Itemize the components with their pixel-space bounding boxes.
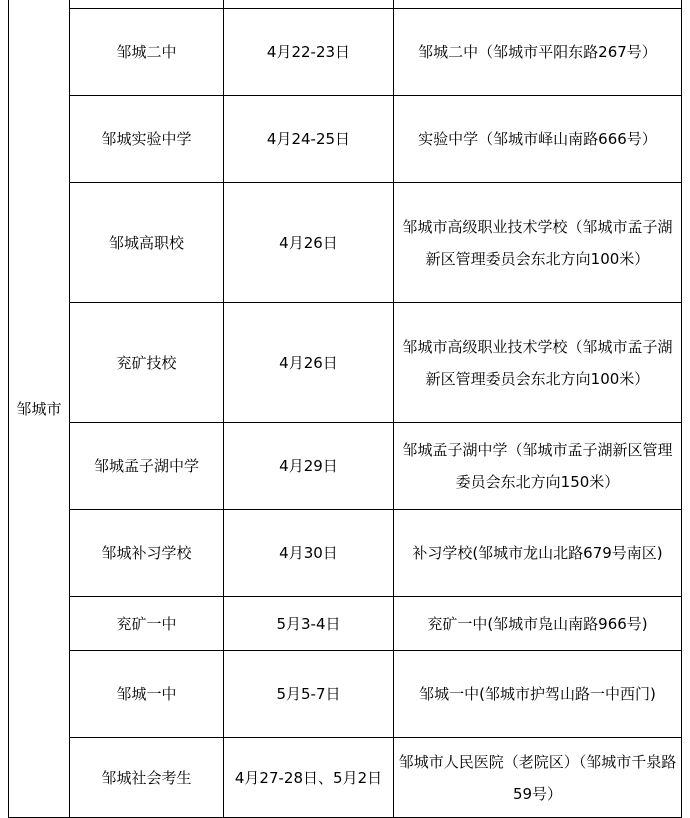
table-row xyxy=(9,96,682,183)
region-cell xyxy=(9,0,70,818)
table-row xyxy=(9,303,682,423)
school-cell: 邹城高职校 xyxy=(70,183,224,303)
school-cell: 邹城孟子湖中学 xyxy=(70,423,224,510)
table-row-top-fragment xyxy=(9,0,682,9)
school-cell: 兖矿技校 xyxy=(70,303,224,423)
region-label: 邹城市 xyxy=(16,399,62,418)
school-cell: 兖矿一中 xyxy=(70,597,224,651)
place-cell: 邹城市高级职业技术学校（邹城市孟子湖新区管理委员会东北方向100米） xyxy=(394,303,682,423)
date-cell: 4月26日 xyxy=(224,303,394,423)
date-cell: 4月26日 xyxy=(224,183,394,303)
date-cell-fragment xyxy=(224,0,394,9)
school-cell: 邹城社会考生 xyxy=(70,738,224,818)
school-cell: 邹城实验中学 xyxy=(70,96,224,183)
place-cell: 补习学校(邹城市龙山北路679号南区) xyxy=(394,510,682,597)
date-cell: 4月24-25日 xyxy=(224,96,394,183)
table-row xyxy=(9,9,682,96)
place-cell: 实验中学（邹城市峄山南路666号） xyxy=(394,96,682,183)
table-row xyxy=(9,510,682,597)
table-row xyxy=(9,597,682,651)
place-cell: 邹城一中(邹城市护驾山路一中西门) xyxy=(394,651,682,738)
date-cell: 5月3-4日 xyxy=(224,597,394,651)
date-cell: 5月5-7日 xyxy=(224,651,394,738)
place-cell: 邹城市高级职业技术学校（邹城市孟子湖新区管理委员会东北方向100米） xyxy=(394,183,682,303)
place-cell: 邹城二中（邹城市平阳东路267号） xyxy=(394,9,682,96)
date-cell: 4月29日 xyxy=(224,423,394,510)
place-cell: 邹城孟子湖中学（邹城市孟子湖新区管理委员会东北方向150米） xyxy=(394,423,682,510)
date-cell: 4月30日 xyxy=(224,510,394,597)
place-cell-fragment xyxy=(394,0,682,9)
table-row xyxy=(9,423,682,510)
table-row xyxy=(9,738,682,818)
school-cell-fragment xyxy=(70,0,224,9)
place-cell: 邹城市人民医院（老院区）（邹城市千泉路59号） xyxy=(394,738,682,818)
exam-schedule-table xyxy=(8,0,682,818)
school-cell: 邹城补习学校 xyxy=(70,510,224,597)
date-cell: 4月22-23日 xyxy=(224,9,394,96)
date-cell: 4月27-28日、5月2日 xyxy=(224,738,394,818)
school-cell: 邹城二中 xyxy=(70,9,224,96)
table-row xyxy=(9,183,682,303)
table-row xyxy=(9,651,682,738)
school-cell: 邹城一中 xyxy=(70,651,224,738)
place-cell: 兖矿一中(邹城市凫山南路966号) xyxy=(394,597,682,651)
